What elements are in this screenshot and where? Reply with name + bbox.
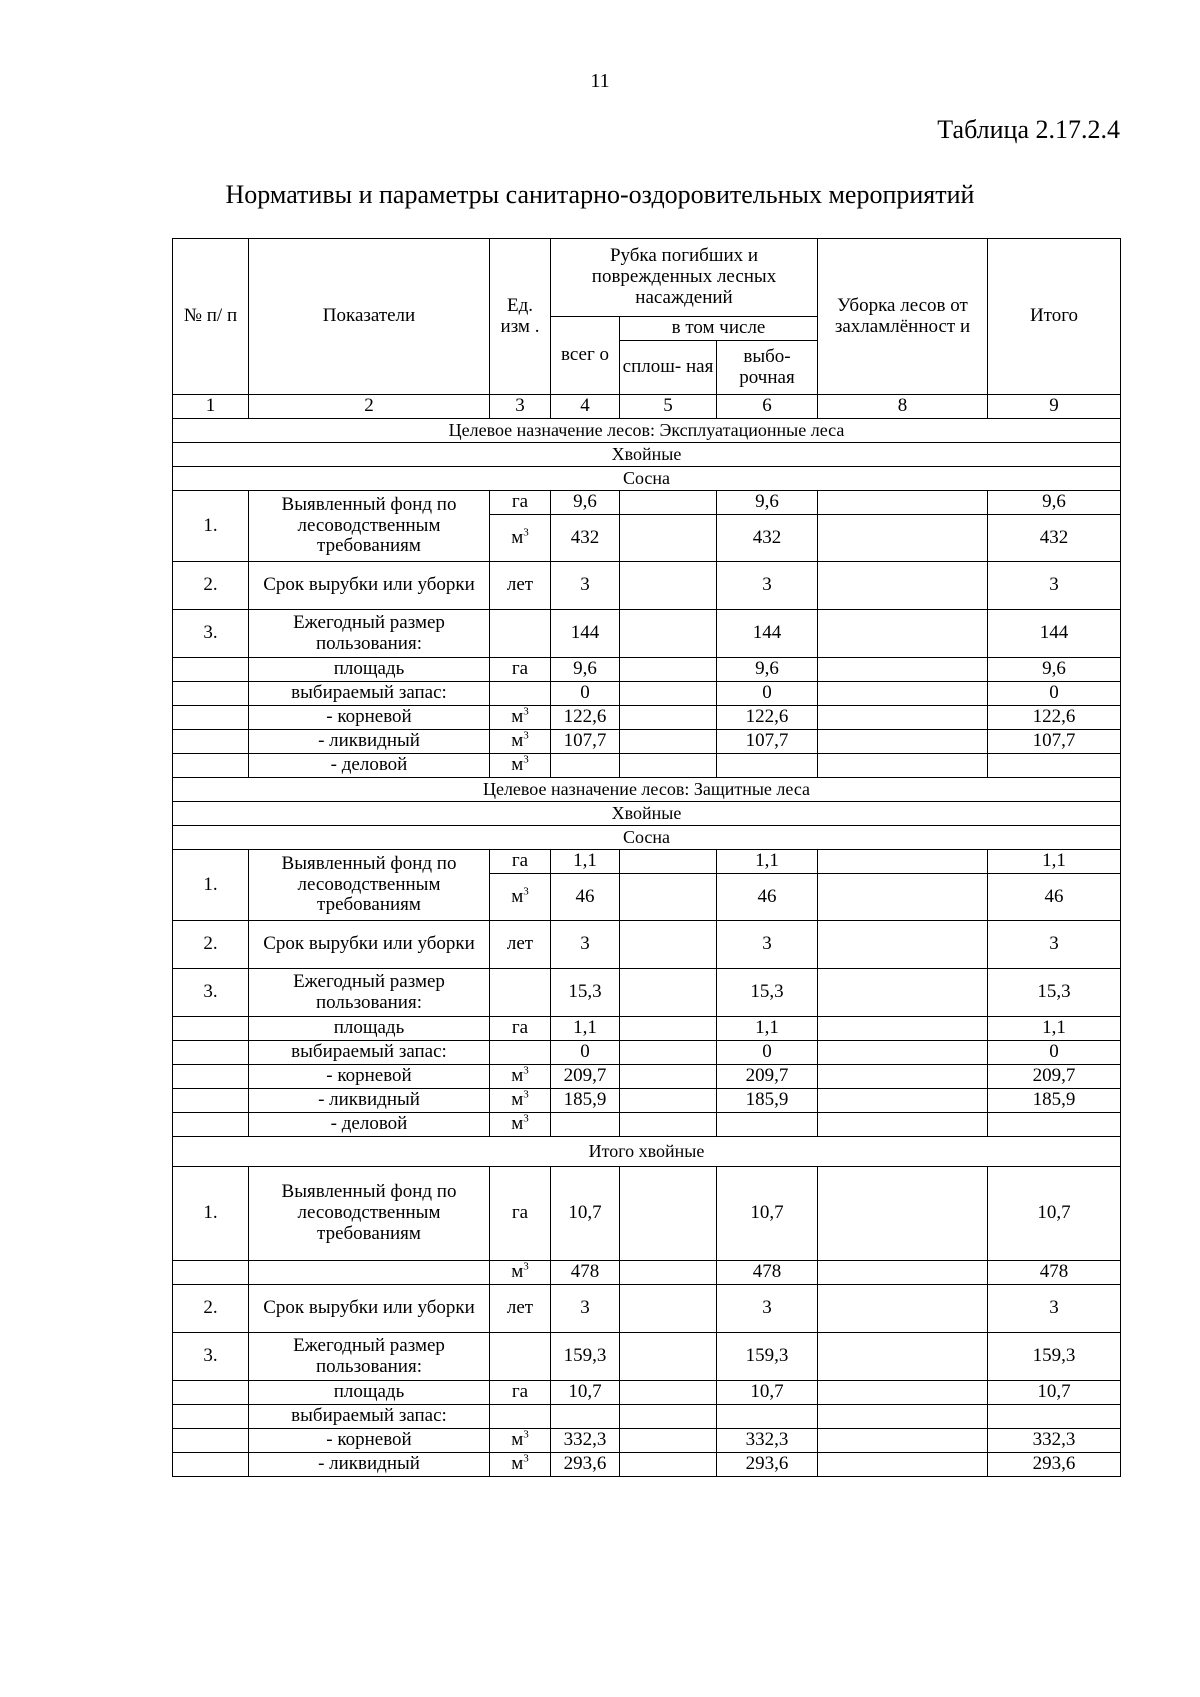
value-all: 3	[551, 1285, 620, 1333]
value-selective: 15,3	[717, 969, 818, 1017]
value-cleanup	[818, 515, 988, 562]
header-all: всег о	[551, 317, 620, 395]
indicator-label: выбираемый запас:	[249, 682, 490, 706]
table-row	[173, 1089, 1121, 1113]
value-all: 3	[551, 921, 620, 969]
unit-cell	[490, 1333, 551, 1381]
unit-cell: $м^3$	[490, 515, 551, 562]
table-row	[173, 1041, 1121, 1065]
unit-cell: $м^3$	[490, 706, 551, 730]
indicator-label: - ликвидный	[249, 1089, 490, 1113]
table-row	[173, 754, 1121, 778]
value-total: 144	[988, 610, 1121, 658]
section-purpose-protective: Целевое назначение лесов: Защитные леса	[173, 778, 1121, 802]
table-label: Таблица 2.17.2.4	[937, 115, 1120, 144]
indicator-label: Срок вырубки или уборки	[249, 562, 490, 610]
value-cleanup	[818, 1453, 988, 1477]
row-number	[173, 658, 249, 682]
value-clear-cut	[620, 921, 717, 969]
col-number: 9	[988, 395, 1121, 419]
value-cleanup	[818, 1405, 988, 1429]
value-selective: 10,7	[717, 1381, 818, 1405]
value-total	[988, 1405, 1121, 1429]
unit-cell: $м^3$	[490, 1089, 551, 1113]
value-total: 0	[988, 1041, 1121, 1065]
value-total: 3	[988, 562, 1121, 610]
value-selective: 107,7	[717, 730, 818, 754]
row-number: 1.	[173, 850, 249, 921]
header-unit: Ед. изм .	[490, 239, 551, 395]
value-clear-cut	[620, 754, 717, 778]
value-total: 10,7	[988, 1381, 1121, 1405]
table-row	[173, 1261, 1121, 1285]
row-number	[173, 1453, 249, 1477]
row-number	[173, 754, 249, 778]
value-cleanup	[818, 969, 988, 1017]
unit-cell: $м^3$	[490, 1065, 551, 1089]
row-number	[173, 1405, 249, 1429]
row-number: 1.	[173, 1167, 249, 1261]
value-selective: 144	[717, 610, 818, 658]
value-cleanup	[818, 1089, 988, 1113]
col-number: 2	[249, 395, 490, 419]
value-selective: 3	[717, 1285, 818, 1333]
value-total: 9,6	[988, 658, 1121, 682]
value-clear-cut	[620, 1041, 717, 1065]
value-clear-cut	[620, 658, 717, 682]
table-row	[173, 1017, 1121, 1041]
indicator-label	[249, 1261, 490, 1285]
header-num: № п/ п	[173, 239, 249, 395]
value-all: 1,1	[551, 850, 620, 874]
page-number: 11	[590, 70, 610, 92]
value-clear-cut	[620, 682, 717, 706]
indicator-label: - корневой	[249, 1065, 490, 1089]
value-all: 3	[551, 562, 620, 610]
unit-cell	[490, 1405, 551, 1429]
indicator-label: - деловой	[249, 754, 490, 778]
value-total: 1,1	[988, 1017, 1121, 1041]
value-cleanup	[818, 1381, 988, 1405]
value-all: 107,7	[551, 730, 620, 754]
value-selective: 0	[717, 1041, 818, 1065]
section-row	[173, 443, 1121, 467]
value-selective: 185,9	[717, 1089, 818, 1113]
value-clear-cut	[620, 1065, 717, 1089]
row-number	[173, 1429, 249, 1453]
col-number: 5	[620, 395, 717, 419]
section-conifers: Хвойные	[173, 443, 1121, 467]
row-number: 2.	[173, 1285, 249, 1333]
row-number: 3.	[173, 969, 249, 1017]
value-total: 9,6	[988, 491, 1121, 515]
section-row	[173, 467, 1121, 491]
value-cleanup	[818, 1285, 988, 1333]
value-cleanup	[818, 682, 988, 706]
unit-cell	[490, 610, 551, 658]
value-total: 209,7	[988, 1065, 1121, 1089]
value-cleanup	[818, 1429, 988, 1453]
row-number: 3.	[173, 610, 249, 658]
value-cleanup	[818, 1065, 988, 1089]
table-row	[173, 658, 1121, 682]
value-all: 293,6	[551, 1453, 620, 1477]
row-number	[173, 730, 249, 754]
value-total: 185,9	[988, 1089, 1121, 1113]
value-clear-cut	[620, 610, 717, 658]
value-selective: 10,7	[717, 1167, 818, 1261]
value-cleanup	[818, 1167, 988, 1261]
value-clear-cut	[620, 1453, 717, 1477]
section-pine: Сосна	[173, 467, 1121, 491]
table-row	[173, 850, 1121, 874]
value-selective: 0	[717, 682, 818, 706]
indicator-label: площадь	[249, 1381, 490, 1405]
value-clear-cut	[620, 1261, 717, 1285]
value-total: 3	[988, 921, 1121, 969]
sanitary-measures-table	[172, 238, 1121, 1477]
value-all: 209,7	[551, 1065, 620, 1089]
value-selective: 1,1	[717, 1017, 818, 1041]
value-selective: 3	[717, 921, 818, 969]
value-cleanup	[818, 874, 988, 921]
unit-cell: $м^3$	[490, 1113, 551, 1137]
unit-cell: $м^3$	[490, 730, 551, 754]
table-row	[173, 1167, 1121, 1261]
value-clear-cut	[620, 1167, 717, 1261]
value-total: 478	[988, 1261, 1121, 1285]
value-clear-cut	[620, 706, 717, 730]
value-clear-cut	[620, 874, 717, 921]
table-row	[173, 1453, 1121, 1477]
value-selective: 3	[717, 562, 818, 610]
value-total: 0	[988, 682, 1121, 706]
value-total: 432	[988, 515, 1121, 562]
section-purpose-exploitation: Целевое назначение лесов: Эксплуатационные леса	[173, 419, 1121, 443]
value-total: 10,7	[988, 1167, 1121, 1261]
unit-cell: га	[490, 658, 551, 682]
indicator-label: - деловой	[249, 1113, 490, 1137]
value-clear-cut	[620, 562, 717, 610]
table-row	[173, 1381, 1121, 1405]
value-selective: 478	[717, 1261, 818, 1285]
value-cleanup	[818, 1041, 988, 1065]
col-number: 1	[173, 395, 249, 419]
table-row	[173, 682, 1121, 706]
document-title: Нормативы и параметры санитарно-оздоровительных мероприятий	[225, 180, 975, 209]
value-selective	[717, 754, 818, 778]
unit-cell: $м^3$	[490, 1453, 551, 1477]
indicator-label: - корневой	[249, 706, 490, 730]
header-including: в том числе	[620, 317, 818, 341]
col-number: 4	[551, 395, 620, 419]
value-clear-cut	[620, 515, 717, 562]
value-selective: 9,6	[717, 658, 818, 682]
value-all	[551, 1405, 620, 1429]
value-selective: 209,7	[717, 1065, 818, 1089]
value-clear-cut	[620, 1017, 717, 1041]
header-indicator: Показатели	[249, 239, 490, 395]
row-number	[173, 1261, 249, 1285]
value-selective: 432	[717, 515, 818, 562]
unit-cell: $м^3$	[490, 754, 551, 778]
value-total: 159,3	[988, 1333, 1121, 1381]
value-cleanup	[818, 706, 988, 730]
unit-cell: га	[490, 1381, 551, 1405]
row-number	[173, 1065, 249, 1089]
value-all	[551, 1113, 620, 1137]
header-row-1	[173, 239, 1121, 317]
table-row	[173, 1113, 1121, 1137]
value-total	[988, 1113, 1121, 1137]
value-selective: 1,1	[717, 850, 818, 874]
unit-cell	[490, 969, 551, 1017]
row-number	[173, 1041, 249, 1065]
indicator-label: Ежегодный размер пользования:	[249, 969, 490, 1017]
value-total: 332,3	[988, 1429, 1121, 1453]
section-row	[173, 826, 1121, 850]
value-selective: 122,6	[717, 706, 818, 730]
row-number: 2.	[173, 562, 249, 610]
unit-cell: лет	[490, 921, 551, 969]
value-all: 0	[551, 1041, 620, 1065]
column-number-row	[173, 395, 1121, 419]
value-clear-cut	[620, 491, 717, 515]
value-cleanup	[818, 1261, 988, 1285]
col-number: 3	[490, 395, 551, 419]
value-all: 144	[551, 610, 620, 658]
table-row	[173, 610, 1121, 658]
table-row	[173, 1405, 1121, 1429]
unit-cell: $м^3$	[490, 1429, 551, 1453]
value-selective: 293,6	[717, 1453, 818, 1477]
value-cleanup	[818, 1333, 988, 1381]
table-row	[173, 491, 1121, 515]
value-cleanup	[818, 491, 988, 515]
indicator-label: Ежегодный размер пользования:	[249, 610, 490, 658]
section-row	[173, 778, 1121, 802]
indicator-label: площадь	[249, 658, 490, 682]
indicator-label: выбираемый запас:	[249, 1041, 490, 1065]
value-all: 159,3	[551, 1333, 620, 1381]
value-all: 432	[551, 515, 620, 562]
value-total: 3	[988, 1285, 1121, 1333]
value-all: 0	[551, 682, 620, 706]
table-row	[173, 1285, 1121, 1333]
value-clear-cut	[620, 1089, 717, 1113]
value-clear-cut	[620, 969, 717, 1017]
unit-cell: га	[490, 1167, 551, 1261]
header-cleanup: Уборка лесов от захламлённост и	[818, 239, 988, 395]
value-clear-cut	[620, 1113, 717, 1137]
unit-cell: $м^3$	[490, 1261, 551, 1285]
value-total: 46	[988, 874, 1121, 921]
indicator-label: Выявленный фонд по лесоводственным требованиям	[249, 491, 490, 562]
col-number: 6	[717, 395, 818, 419]
value-selective: 332,3	[717, 1429, 818, 1453]
value-all	[551, 754, 620, 778]
value-total: 15,3	[988, 969, 1121, 1017]
indicator-label: Выявленный фонд по лесоводственным требованиям	[249, 1167, 490, 1261]
col-number: 8	[818, 395, 988, 419]
table-row	[173, 921, 1121, 969]
value-total: 1,1	[988, 850, 1121, 874]
value-clear-cut	[620, 1405, 717, 1429]
value-cleanup	[818, 850, 988, 874]
value-cleanup	[818, 921, 988, 969]
value-cleanup	[818, 1113, 988, 1137]
indicator-label: - ликвидный	[249, 1453, 490, 1477]
value-all: 1,1	[551, 1017, 620, 1041]
value-selective: 159,3	[717, 1333, 818, 1381]
value-all: 10,7	[551, 1381, 620, 1405]
value-all: 10,7	[551, 1167, 620, 1261]
table-row	[173, 1429, 1121, 1453]
row-number: 2.	[173, 921, 249, 969]
table-row	[173, 730, 1121, 754]
indicator-label: Ежегодный размер пользования:	[249, 1333, 490, 1381]
value-selective	[717, 1405, 818, 1429]
value-clear-cut	[620, 1333, 717, 1381]
table-row	[173, 706, 1121, 730]
unit-cell	[490, 1041, 551, 1065]
value-cleanup	[818, 658, 988, 682]
row-number	[173, 1017, 249, 1041]
section-total-conifers: Итого хвойные	[173, 1137, 1121, 1167]
value-clear-cut	[620, 850, 717, 874]
section-conifers: Хвойные	[173, 802, 1121, 826]
value-all: 46	[551, 874, 620, 921]
value-selective	[717, 1113, 818, 1137]
unit-cell: га	[490, 1017, 551, 1041]
indicator-label: Срок вырубки или уборки	[249, 921, 490, 969]
row-number: 3.	[173, 1333, 249, 1381]
value-clear-cut	[620, 1429, 717, 1453]
value-cleanup	[818, 754, 988, 778]
indicator-label: площадь	[249, 1017, 490, 1041]
unit-cell: га	[490, 491, 551, 515]
header-felling-group: Рубка погибших и поврежденных лесных насаждений	[551, 239, 818, 317]
indicator-label: Выявленный фонд по лесоводственным требованиям	[249, 850, 490, 921]
value-selective: 9,6	[717, 491, 818, 515]
value-all: 122,6	[551, 706, 620, 730]
unit-cell: га	[490, 850, 551, 874]
section-row	[173, 419, 1121, 443]
row-number: 1.	[173, 491, 249, 562]
value-selective: 46	[717, 874, 818, 921]
row-number	[173, 682, 249, 706]
unit-cell: лет	[490, 562, 551, 610]
value-all: 185,9	[551, 1089, 620, 1113]
section-row	[173, 1137, 1121, 1167]
value-total: 122,6	[988, 706, 1121, 730]
row-number	[173, 1113, 249, 1137]
row-number	[173, 1089, 249, 1113]
unit-cell	[490, 682, 551, 706]
header-selective: выбо- рочная	[717, 341, 818, 395]
value-clear-cut	[620, 1381, 717, 1405]
indicator-label: - ликвидный	[249, 730, 490, 754]
header-total: Итого	[988, 239, 1121, 395]
value-cleanup	[818, 562, 988, 610]
table-row	[173, 1065, 1121, 1089]
value-clear-cut	[620, 730, 717, 754]
row-number	[173, 706, 249, 730]
section-pine: Сосна	[173, 826, 1121, 850]
value-total: 293,6	[988, 1453, 1121, 1477]
value-all: 9,6	[551, 658, 620, 682]
section-row	[173, 802, 1121, 826]
unit-cell: $м^3$	[490, 874, 551, 921]
value-all: 332,3	[551, 1429, 620, 1453]
value-cleanup	[818, 610, 988, 658]
value-total: 107,7	[988, 730, 1121, 754]
indicator-label: выбираемый запас:	[249, 1405, 490, 1429]
value-cleanup	[818, 1017, 988, 1041]
value-all: 9,6	[551, 491, 620, 515]
indicator-label: - корневой	[249, 1429, 490, 1453]
unit-cell: лет	[490, 1285, 551, 1333]
row-number	[173, 1381, 249, 1405]
value-all: 15,3	[551, 969, 620, 1017]
header-clear-cut: сплош- ная	[620, 341, 717, 395]
indicator-label: Срок вырубки или уборки	[249, 1285, 490, 1333]
table-row	[173, 562, 1121, 610]
value-total	[988, 754, 1121, 778]
value-clear-cut	[620, 1285, 717, 1333]
table-row	[173, 969, 1121, 1017]
table-row	[173, 1333, 1121, 1381]
value-cleanup	[818, 730, 988, 754]
value-all: 478	[551, 1261, 620, 1285]
